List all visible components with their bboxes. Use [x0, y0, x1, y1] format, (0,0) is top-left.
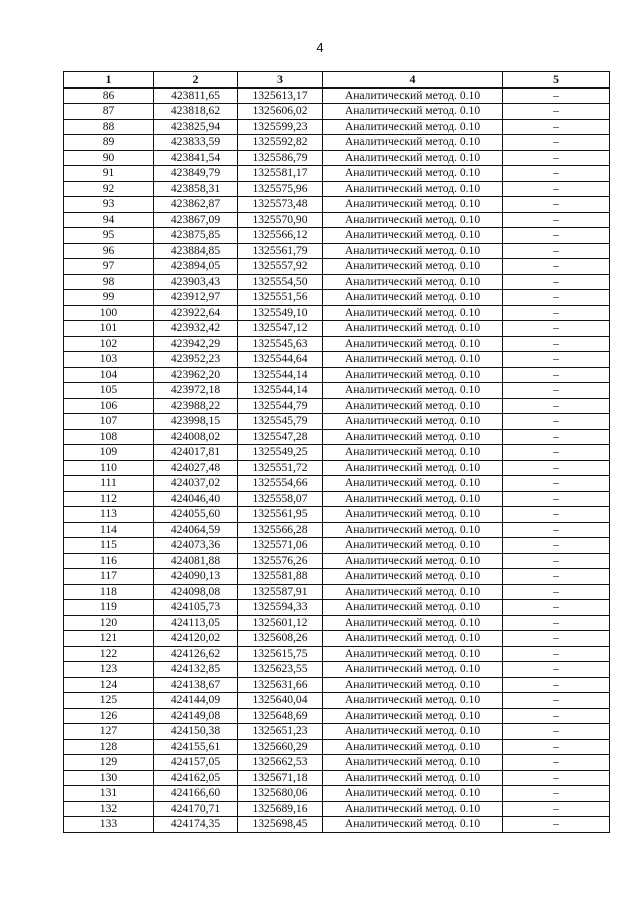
x-coordinate-cell: 424055,60: [154, 507, 238, 523]
y-coordinate-cell: 1325570,90: [238, 212, 323, 228]
y-coordinate-cell: 1325545,63: [238, 336, 323, 352]
y-coordinate-cell: 1325608,26: [238, 631, 323, 647]
point-number-cell: 97: [64, 259, 154, 275]
note-cell: –: [503, 88, 610, 104]
point-number-cell: 126: [64, 708, 154, 724]
method-cell: Аналитический метод. 0.10: [323, 119, 503, 135]
note-cell: –: [503, 584, 610, 600]
x-coordinate-cell: 423903,43: [154, 274, 238, 290]
x-coordinate-cell: 423867,09: [154, 212, 238, 228]
note-cell: –: [503, 600, 610, 616]
y-coordinate-cell: 1325648,69: [238, 708, 323, 724]
y-coordinate-cell: 1325544,14: [238, 367, 323, 383]
method-cell: Аналитический метод. 0.10: [323, 104, 503, 120]
y-coordinate-cell: 1325544,14: [238, 383, 323, 399]
table-row: [64, 104, 610, 120]
x-coordinate-cell: 423884,85: [154, 243, 238, 259]
table-row: [64, 166, 610, 182]
note-cell: –: [503, 150, 610, 166]
x-coordinate-cell: 424144,09: [154, 693, 238, 709]
table-header-row: [64, 72, 610, 88]
point-number-cell: 117: [64, 569, 154, 585]
method-cell: Аналитический метод. 0.10: [323, 414, 503, 430]
point-number-cell: 95: [64, 228, 154, 244]
method-cell: Аналитический метод. 0.10: [323, 383, 503, 399]
x-coordinate-cell: 424157,05: [154, 755, 238, 771]
note-cell: –: [503, 367, 610, 383]
table-row: [64, 181, 610, 197]
method-cell: Аналитический метод. 0.10: [323, 290, 503, 306]
table-body: [64, 88, 610, 833]
y-coordinate-cell: 1325662,53: [238, 755, 323, 771]
method-cell: Аналитический метод. 0.10: [323, 336, 503, 352]
method-cell: Аналитический метод. 0.10: [323, 274, 503, 290]
note-cell: –: [503, 801, 610, 817]
point-number-cell: 104: [64, 367, 154, 383]
method-cell: Аналитический метод. 0.10: [323, 321, 503, 337]
x-coordinate-cell: 424037,02: [154, 476, 238, 492]
method-cell: Аналитический метод. 0.10: [323, 801, 503, 817]
method-cell: Аналитический метод. 0.10: [323, 367, 503, 383]
table-row: [64, 290, 610, 306]
method-cell: Аналитический метод. 0.10: [323, 228, 503, 244]
note-cell: –: [503, 615, 610, 631]
y-coordinate-cell: 1325551,56: [238, 290, 323, 306]
y-coordinate-cell: 1325613,17: [238, 88, 323, 104]
y-coordinate-cell: 1325549,10: [238, 305, 323, 321]
x-coordinate-cell: 423962,20: [154, 367, 238, 383]
point-number-cell: 115: [64, 538, 154, 554]
note-cell: –: [503, 445, 610, 461]
method-cell: Аналитический метод. 0.10: [323, 491, 503, 507]
table-row: [64, 119, 610, 135]
point-number-cell: 122: [64, 646, 154, 662]
point-number-cell: 103: [64, 352, 154, 368]
table-row: [64, 522, 610, 538]
note-cell: –: [503, 166, 610, 182]
point-number-cell: 132: [64, 801, 154, 817]
table-row: [64, 584, 610, 600]
note-cell: –: [503, 522, 610, 538]
point-number-cell: 89: [64, 135, 154, 151]
y-coordinate-cell: 1325554,50: [238, 274, 323, 290]
note-cell: –: [503, 739, 610, 755]
x-coordinate-cell: 424166,60: [154, 786, 238, 802]
coordinates-table: [63, 71, 610, 833]
y-coordinate-cell: 1325557,92: [238, 259, 323, 275]
x-coordinate-cell: 423833,59: [154, 135, 238, 151]
point-number-cell: 116: [64, 553, 154, 569]
method-cell: Аналитический метод. 0.10: [323, 584, 503, 600]
x-coordinate-cell: 424008,02: [154, 429, 238, 445]
method-cell: Аналитический метод. 0.10: [323, 460, 503, 476]
x-coordinate-cell: 423932,42: [154, 321, 238, 337]
method-cell: Аналитический метод. 0.10: [323, 693, 503, 709]
y-coordinate-cell: 1325592,82: [238, 135, 323, 151]
point-number-cell: 120: [64, 615, 154, 631]
point-number-cell: 133: [64, 817, 154, 833]
y-coordinate-cell: 1325571,06: [238, 538, 323, 554]
point-number-cell: 92: [64, 181, 154, 197]
method-cell: Аналитический метод. 0.10: [323, 817, 503, 833]
note-cell: –: [503, 662, 610, 678]
table-row: [64, 383, 610, 399]
y-coordinate-cell: 1325575,96: [238, 181, 323, 197]
y-coordinate-cell: 1325566,28: [238, 522, 323, 538]
note-cell: –: [503, 491, 610, 507]
point-number-cell: 105: [64, 383, 154, 399]
x-coordinate-cell: 424138,67: [154, 677, 238, 693]
x-coordinate-cell: 424090,13: [154, 569, 238, 585]
method-cell: Аналитический метод. 0.10: [323, 786, 503, 802]
table-row: [64, 817, 610, 833]
y-coordinate-cell: 1325566,12: [238, 228, 323, 244]
point-number-cell: 91: [64, 166, 154, 182]
note-cell: –: [503, 677, 610, 693]
table-row: [64, 243, 610, 259]
method-cell: Аналитический метод. 0.10: [323, 305, 503, 321]
point-number-cell: 94: [64, 212, 154, 228]
method-cell: Аналитический метод. 0.10: [323, 88, 503, 104]
column-header: 3: [238, 72, 323, 88]
note-cell: –: [503, 693, 610, 709]
table-row: [64, 197, 610, 213]
table-row: [64, 631, 610, 647]
y-coordinate-cell: 1325561,95: [238, 507, 323, 523]
x-coordinate-cell: 424155,61: [154, 739, 238, 755]
y-coordinate-cell: 1325651,23: [238, 724, 323, 740]
point-number-cell: 123: [64, 662, 154, 678]
point-number-cell: 100: [64, 305, 154, 321]
table-row: [64, 460, 610, 476]
y-coordinate-cell: 1325551,72: [238, 460, 323, 476]
table-row: [64, 135, 610, 151]
x-coordinate-cell: 423858,31: [154, 181, 238, 197]
method-cell: Аналитический метод. 0.10: [323, 538, 503, 554]
x-coordinate-cell: 424098,08: [154, 584, 238, 600]
y-coordinate-cell: 1325599,23: [238, 119, 323, 135]
x-coordinate-cell: 423894,05: [154, 259, 238, 275]
point-number-cell: 111: [64, 476, 154, 492]
table-row: [64, 646, 610, 662]
point-number-cell: 114: [64, 522, 154, 538]
method-cell: Аналитический метод. 0.10: [323, 646, 503, 662]
table-row: [64, 336, 610, 352]
method-cell: Аналитический метод. 0.10: [323, 429, 503, 445]
point-number-cell: 93: [64, 197, 154, 213]
note-cell: –: [503, 383, 610, 399]
x-coordinate-cell: 424027,48: [154, 460, 238, 476]
y-coordinate-cell: 1325671,18: [238, 770, 323, 786]
point-number-cell: 118: [64, 584, 154, 600]
page-number: 4: [316, 40, 324, 55]
note-cell: –: [503, 290, 610, 306]
note-cell: –: [503, 181, 610, 197]
y-coordinate-cell: 1325680,06: [238, 786, 323, 802]
point-number-cell: 102: [64, 336, 154, 352]
method-cell: Аналитический метод. 0.10: [323, 445, 503, 461]
note-cell: –: [503, 538, 610, 554]
note-cell: –: [503, 724, 610, 740]
note-cell: –: [503, 119, 610, 135]
table-row: [64, 274, 610, 290]
x-coordinate-cell: 423988,22: [154, 398, 238, 414]
y-coordinate-cell: 1325698,45: [238, 817, 323, 833]
note-cell: –: [503, 321, 610, 337]
note-cell: –: [503, 398, 610, 414]
y-coordinate-cell: 1325544,64: [238, 352, 323, 368]
method-cell: Аналитический метод. 0.10: [323, 770, 503, 786]
note-cell: –: [503, 305, 610, 321]
y-coordinate-cell: 1325547,12: [238, 321, 323, 337]
table-row: [64, 662, 610, 678]
x-coordinate-cell: 423998,15: [154, 414, 238, 430]
column-header: 5: [503, 72, 610, 88]
y-coordinate-cell: 1325640,04: [238, 693, 323, 709]
method-cell: Аналитический метод. 0.10: [323, 553, 503, 569]
point-number-cell: 127: [64, 724, 154, 740]
y-coordinate-cell: 1325581,17: [238, 166, 323, 182]
y-coordinate-cell: 1325631,66: [238, 677, 323, 693]
table-row: [64, 677, 610, 693]
note-cell: –: [503, 569, 610, 585]
method-cell: Аналитический метод. 0.10: [323, 662, 503, 678]
table-row: [64, 398, 610, 414]
note-cell: –: [503, 429, 610, 445]
table-row: [64, 429, 610, 445]
y-coordinate-cell: 1325547,28: [238, 429, 323, 445]
x-coordinate-cell: 423922,64: [154, 305, 238, 321]
table-row: [64, 212, 610, 228]
y-coordinate-cell: 1325660,29: [238, 739, 323, 755]
method-cell: Аналитический метод. 0.10: [323, 600, 503, 616]
method-cell: Аналитический метод. 0.10: [323, 212, 503, 228]
x-coordinate-cell: 423862,87: [154, 197, 238, 213]
point-number-cell: 128: [64, 739, 154, 755]
method-cell: Аналитический метод. 0.10: [323, 739, 503, 755]
point-number-cell: 130: [64, 770, 154, 786]
column-header: 2: [154, 72, 238, 88]
note-cell: –: [503, 352, 610, 368]
point-number-cell: 107: [64, 414, 154, 430]
note-cell: –: [503, 755, 610, 771]
y-coordinate-cell: 1325581,88: [238, 569, 323, 585]
method-cell: Аналитический метод. 0.10: [323, 398, 503, 414]
point-number-cell: 90: [64, 150, 154, 166]
y-coordinate-cell: 1325587,91: [238, 584, 323, 600]
table-row: [64, 88, 610, 104]
x-coordinate-cell: 424170,71: [154, 801, 238, 817]
x-coordinate-cell: 424126,62: [154, 646, 238, 662]
point-number-cell: 121: [64, 631, 154, 647]
table-row: [64, 569, 610, 585]
method-cell: Аналитический метод. 0.10: [323, 181, 503, 197]
note-cell: –: [503, 460, 610, 476]
x-coordinate-cell: 424017,81: [154, 445, 238, 461]
point-number-cell: 113: [64, 507, 154, 523]
point-number-cell: 129: [64, 755, 154, 771]
point-number-cell: 98: [64, 274, 154, 290]
table-row: [64, 693, 610, 709]
x-coordinate-cell: 424174,35: [154, 817, 238, 833]
method-cell: Аналитический метод. 0.10: [323, 259, 503, 275]
y-coordinate-cell: 1325549,25: [238, 445, 323, 461]
x-coordinate-cell: 424113,05: [154, 615, 238, 631]
note-cell: –: [503, 228, 610, 244]
method-cell: Аналитический метод. 0.10: [323, 135, 503, 151]
x-coordinate-cell: 424064,59: [154, 522, 238, 538]
x-coordinate-cell: 423952,23: [154, 352, 238, 368]
y-coordinate-cell: 1325545,79: [238, 414, 323, 430]
table-row: [64, 150, 610, 166]
method-cell: Аналитический метод. 0.10: [323, 755, 503, 771]
note-cell: –: [503, 507, 610, 523]
column-header: 1: [64, 72, 154, 88]
note-cell: –: [503, 212, 610, 228]
y-coordinate-cell: 1325561,79: [238, 243, 323, 259]
x-coordinate-cell: 424046,40: [154, 491, 238, 507]
point-number-cell: 125: [64, 693, 154, 709]
table-row: [64, 491, 610, 507]
note-cell: –: [503, 631, 610, 647]
y-coordinate-cell: 1325554,66: [238, 476, 323, 492]
x-coordinate-cell: 424073,36: [154, 538, 238, 554]
table-row: [64, 708, 610, 724]
point-number-cell: 109: [64, 445, 154, 461]
point-number-cell: 101: [64, 321, 154, 337]
point-number-cell: 87: [64, 104, 154, 120]
x-coordinate-cell: 424132,85: [154, 662, 238, 678]
point-number-cell: 110: [64, 460, 154, 476]
table-row: [64, 476, 610, 492]
y-coordinate-cell: 1325615,75: [238, 646, 323, 662]
x-coordinate-cell: 423825,94: [154, 119, 238, 135]
note-cell: –: [503, 197, 610, 213]
point-number-cell: 119: [64, 600, 154, 616]
table-row: [64, 414, 610, 430]
x-coordinate-cell: 423912,97: [154, 290, 238, 306]
point-number-cell: 86: [64, 88, 154, 104]
table-row: [64, 352, 610, 368]
method-cell: Аналитический метод. 0.10: [323, 677, 503, 693]
x-coordinate-cell: 424120,02: [154, 631, 238, 647]
note-cell: –: [503, 646, 610, 662]
y-coordinate-cell: 1325623,55: [238, 662, 323, 678]
y-coordinate-cell: 1325573,48: [238, 197, 323, 213]
note-cell: –: [503, 708, 610, 724]
method-cell: Аналитический метод. 0.10: [323, 615, 503, 631]
x-coordinate-cell: 423811,65: [154, 88, 238, 104]
table-row: [64, 228, 610, 244]
x-coordinate-cell: 424081,88: [154, 553, 238, 569]
method-cell: Аналитический метод. 0.10: [323, 352, 503, 368]
method-cell: Аналитический метод. 0.10: [323, 476, 503, 492]
column-header: 4: [323, 72, 503, 88]
table-row: [64, 305, 610, 321]
note-cell: –: [503, 135, 610, 151]
x-coordinate-cell: 424105,73: [154, 600, 238, 616]
table-row: [64, 786, 610, 802]
x-coordinate-cell: 423841,54: [154, 150, 238, 166]
x-coordinate-cell: 423942,29: [154, 336, 238, 352]
y-coordinate-cell: 1325576,26: [238, 553, 323, 569]
table-row: [64, 445, 610, 461]
point-number-cell: 96: [64, 243, 154, 259]
x-coordinate-cell: 423875,85: [154, 228, 238, 244]
table-row: [64, 259, 610, 275]
table-row: [64, 321, 610, 337]
note-cell: –: [503, 259, 610, 275]
y-coordinate-cell: 1325586,79: [238, 150, 323, 166]
note-cell: –: [503, 274, 610, 290]
table-row: [64, 755, 610, 771]
x-coordinate-cell: 424149,08: [154, 708, 238, 724]
method-cell: Аналитический метод. 0.10: [323, 631, 503, 647]
y-coordinate-cell: 1325544,79: [238, 398, 323, 414]
table-row: [64, 724, 610, 740]
point-number-cell: 112: [64, 491, 154, 507]
method-cell: Аналитический метод. 0.10: [323, 708, 503, 724]
method-cell: Аналитический метод. 0.10: [323, 243, 503, 259]
table-row: [64, 801, 610, 817]
table-row: [64, 770, 610, 786]
point-number-cell: 108: [64, 429, 154, 445]
note-cell: –: [503, 786, 610, 802]
table-row: [64, 739, 610, 755]
point-number-cell: 99: [64, 290, 154, 306]
method-cell: Аналитический метод. 0.10: [323, 150, 503, 166]
method-cell: Аналитический метод. 0.10: [323, 569, 503, 585]
point-number-cell: 131: [64, 786, 154, 802]
x-coordinate-cell: 423849,79: [154, 166, 238, 182]
method-cell: Аналитический метод. 0.10: [323, 522, 503, 538]
note-cell: –: [503, 414, 610, 430]
method-cell: Аналитический метод. 0.10: [323, 507, 503, 523]
note-cell: –: [503, 770, 610, 786]
x-coordinate-cell: 424162,05: [154, 770, 238, 786]
x-coordinate-cell: 424150,38: [154, 724, 238, 740]
note-cell: –: [503, 104, 610, 120]
x-coordinate-cell: 423818,62: [154, 104, 238, 120]
method-cell: Аналитический метод. 0.10: [323, 197, 503, 213]
note-cell: –: [503, 243, 610, 259]
y-coordinate-cell: 1325689,16: [238, 801, 323, 817]
note-cell: –: [503, 553, 610, 569]
method-cell: Аналитический метод. 0.10: [323, 166, 503, 182]
y-coordinate-cell: 1325558,07: [238, 491, 323, 507]
note-cell: –: [503, 476, 610, 492]
y-coordinate-cell: 1325601,12: [238, 615, 323, 631]
table-row: [64, 553, 610, 569]
method-cell: Аналитический метод. 0.10: [323, 724, 503, 740]
table-row: [64, 507, 610, 523]
table-row: [64, 367, 610, 383]
point-number-cell: 88: [64, 119, 154, 135]
table-row: [64, 615, 610, 631]
note-cell: –: [503, 336, 610, 352]
table-row: [64, 600, 610, 616]
table-row: [64, 538, 610, 554]
note-cell: –: [503, 817, 610, 833]
x-coordinate-cell: 423972,18: [154, 383, 238, 399]
point-number-cell: 124: [64, 677, 154, 693]
y-coordinate-cell: 1325606,02: [238, 104, 323, 120]
point-number-cell: 106: [64, 398, 154, 414]
y-coordinate-cell: 1325594,33: [238, 600, 323, 616]
